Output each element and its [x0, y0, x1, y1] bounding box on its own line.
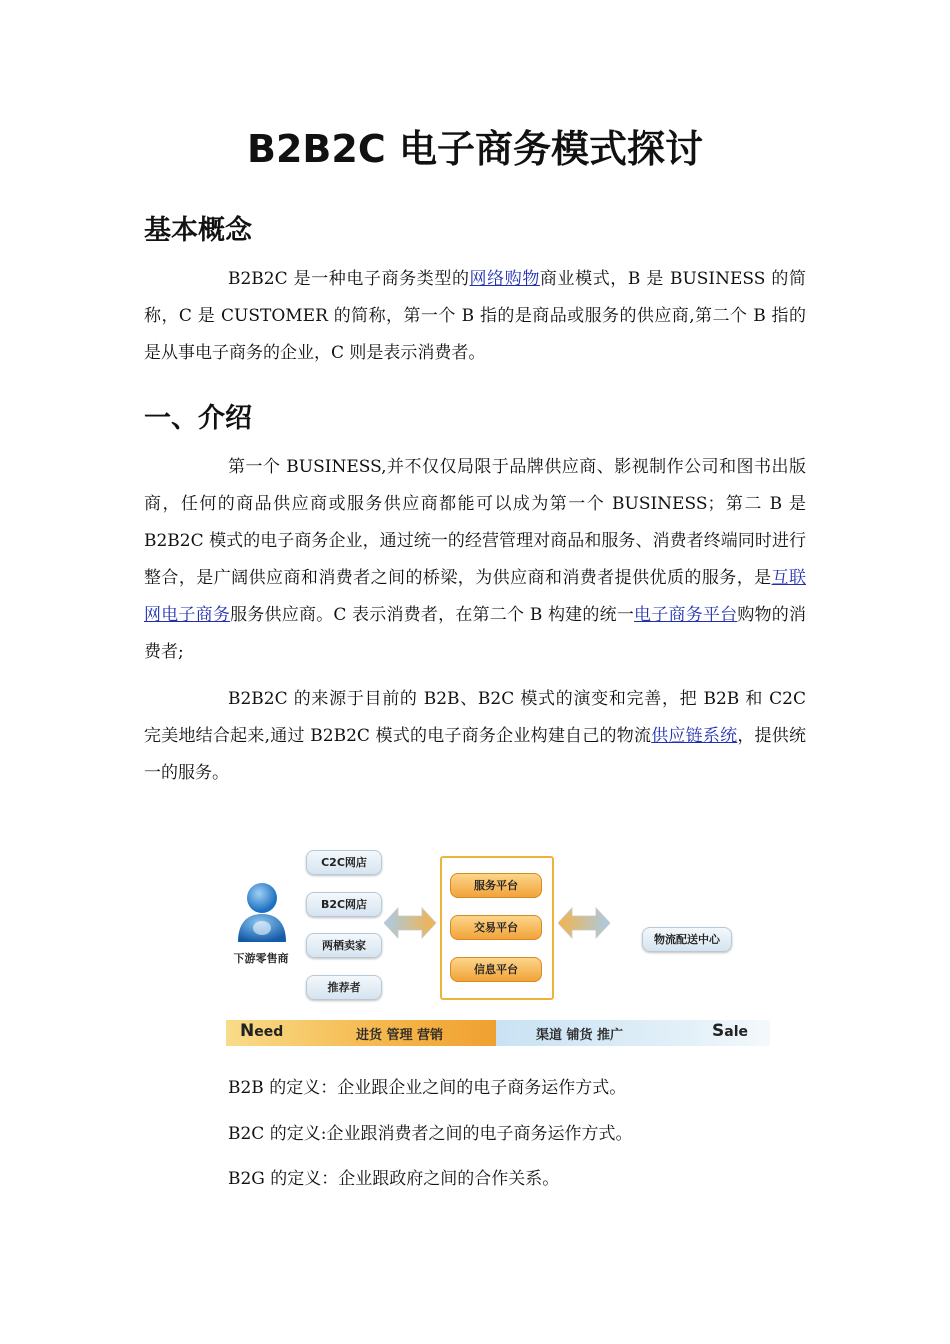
- link-online-shopping[interactable]: 网络购物: [469, 269, 540, 289]
- paragraph-introduction-1: [144, 449, 806, 671]
- link-internet-ecommerce[interactable]: 互联网电子商务: [144, 568, 807, 625]
- paragraph-basic-concept: [144, 261, 806, 372]
- trading-platform: 交易平台: [450, 915, 542, 940]
- double-arrow-icon: [558, 906, 610, 940]
- text-run: ，提供统一的服务。: [144, 726, 807, 783]
- sale-label: [712, 1021, 748, 1041]
- sale-activities: 渠道 铺货 推广: [536, 1028, 624, 1043]
- need-label: [240, 1021, 283, 1041]
- text-run: B2B2C 是一种电子商务类型的: [228, 269, 470, 289]
- recommender-item: 推荐者: [306, 975, 382, 1000]
- user-icon: [232, 880, 292, 950]
- sale-label-rest: ale: [724, 1024, 748, 1040]
- link-ecommerce-platform[interactable]: 电子商务平台: [634, 605, 738, 625]
- sale-label-initial: S: [712, 1021, 725, 1041]
- text-run: 第一个 BUSINESS,并不仅仅局限于品牌供应商、影视制作公司和图书出版商，任何的商品供应商或服务供应商都能可以成为第一个 BUSINESS；第二 B 是 B2B2C 模式的电子商务企业，通过统一的经营管理对商品和服务、消费者终端同时进行整合，是广阔供应商和消费者之间的桥梁，为供应商和消费者提供优质的服务，是: [144, 457, 806, 588]
- platform-box: [440, 856, 554, 1000]
- b2c-store-item: B2C网店: [306, 892, 382, 917]
- link-supply-chain-system[interactable]: 供应链系统: [651, 726, 738, 746]
- text-run: 服务供应商。C 表示消费者，在第二个 B 构建的统一: [230, 605, 635, 625]
- document-title: B2B2C 电子商务模式探讨: [247, 127, 703, 171]
- definition-b2g: B2G 的定义：企业跟政府之间的合作关系。: [228, 1169, 560, 1189]
- paragraph-introduction-2: [144, 681, 806, 792]
- double-arrow-icon: [384, 906, 436, 940]
- need-label-initial: N: [240, 1021, 255, 1041]
- c2c-store-item: C2C网店: [306, 850, 382, 875]
- text-run: 购物的消费者;: [144, 605, 807, 662]
- downstream-retailer-label: 下游零售商: [233, 952, 289, 965]
- need-label-rest: eed: [254, 1024, 284, 1040]
- dual-seller-item: 两栖卖家: [306, 933, 382, 958]
- section-heading-basic-concept: 基本概念: [144, 215, 252, 246]
- process-bar: [226, 1020, 770, 1046]
- definition-b2b: B2B 的定义：企业跟企业之间的电子商务运作方式。: [228, 1078, 627, 1098]
- b2b2c-diagram: [226, 820, 770, 1052]
- logistics-center: 物流配送中心: [642, 927, 732, 952]
- text-run: B2B2C 的来源于目前的 B2B、B2C 模式的演变和完善，把 B2B 和 C2C 完美地结合起来,通过 B2B2C 模式的电子商务企业构建自己的物流: [144, 689, 806, 746]
- section-heading-introduction: 一、介绍: [144, 403, 252, 434]
- text-run: 商业模式，B 是 BUSINESS 的简称，C 是 CUSTOMER 的简称，第一个 B 指的是商品或服务的供应商,第二个 B 指的是从事电子商务的企业，C 则是表示消费者。: [144, 269, 807, 363]
- need-activities: 进货 管理 营销: [356, 1028, 444, 1043]
- information-platform: 信息平台: [450, 957, 542, 982]
- definition-b2c: B2C 的定义:企业跟消费者之间的电子商务运作方式。: [228, 1124, 633, 1144]
- service-platform: 服务平台: [450, 873, 542, 898]
